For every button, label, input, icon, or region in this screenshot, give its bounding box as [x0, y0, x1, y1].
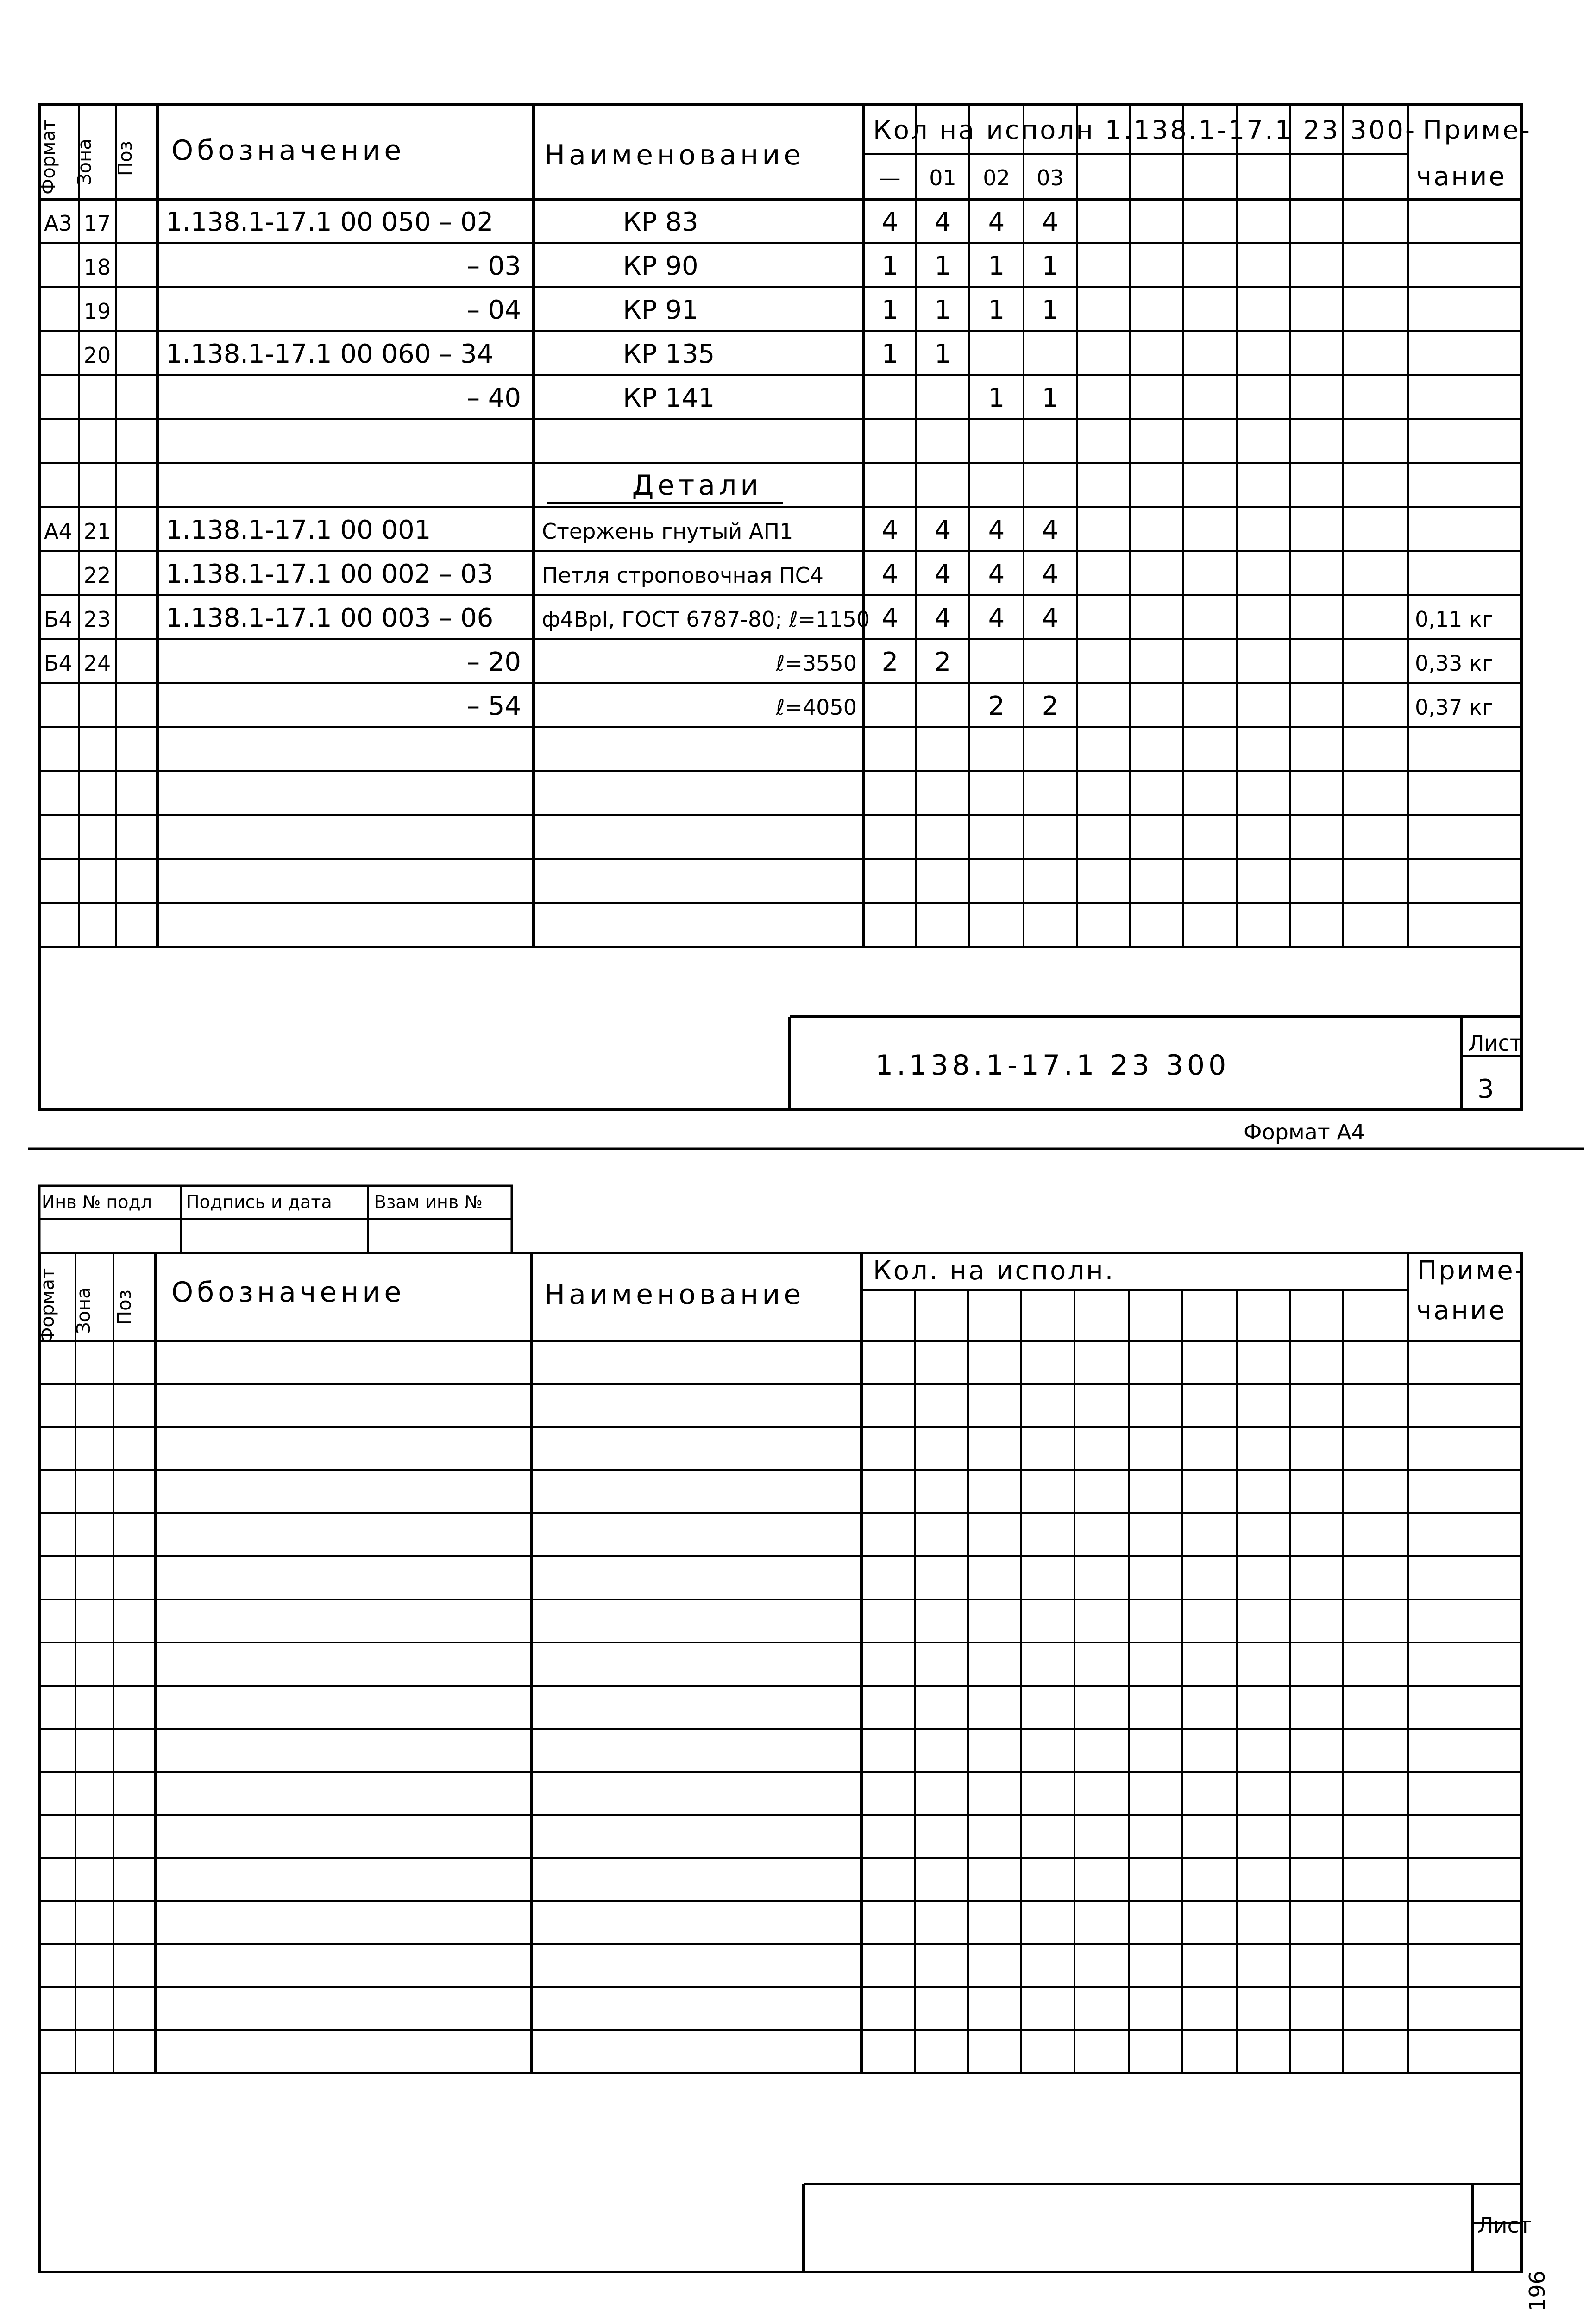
cell-name: Петля строповочная ПС4	[542, 563, 823, 588]
cell-format: А3	[44, 211, 72, 236]
page-number: 196	[1525, 2271, 1550, 2311]
cell-designation: 1.138.1-17.1 00 060 – 34	[166, 339, 494, 369]
section-title-details: Детали	[632, 469, 762, 502]
cell-format: Б4	[44, 651, 72, 676]
header-name: Наименование	[544, 139, 805, 171]
sheet-number: 3	[1477, 1074, 1496, 1104]
cell-qty: 4	[881, 515, 899, 545]
header-note-2: чание	[1416, 162, 1507, 192]
cell-qty: 4	[1042, 559, 1059, 589]
cell-name: ℓ=3550	[776, 651, 857, 676]
cell-pos: 21	[83, 519, 111, 544]
cell-qty: 1	[1042, 251, 1059, 281]
cell-qty: 4	[1042, 207, 1059, 237]
cell-qty: 4	[881, 603, 899, 633]
stamp-sign: Подпись и дата	[186, 1192, 332, 1212]
header-note-b2: чание	[1416, 1296, 1507, 1326]
cell-qty: 4	[934, 207, 951, 237]
header-pos-b: Поз	[114, 1290, 135, 1325]
cell-designation: – 20	[466, 647, 521, 677]
cell-designation: – 03	[466, 251, 521, 281]
header-note-b1: Приме-	[1417, 1256, 1526, 1286]
header-format: Формат	[38, 119, 59, 195]
cell-format: А4	[44, 519, 72, 544]
header-note-1: Приме-	[1423, 115, 1532, 145]
cell-name: КР 91	[623, 295, 698, 325]
cell-pos: 17	[83, 211, 111, 236]
stamp-inv: Инв № подл	[42, 1192, 152, 1212]
header-pos: Поз	[115, 141, 136, 176]
header-designation-b: Обозначение	[171, 1276, 405, 1309]
cell-qty: 2	[934, 647, 951, 677]
header-qty-b: Кол. на исполн.	[873, 1256, 1115, 1286]
stamp-repl: Взам инв №	[374, 1192, 483, 1212]
cell-qty: 1	[934, 339, 951, 369]
cell-qty: 1	[934, 251, 951, 281]
format-caption: Формат А4	[1244, 1120, 1365, 1145]
header-format-b: Формат	[37, 1268, 58, 1343]
cell-qty: 4	[988, 515, 1005, 545]
cell-designation: 1.138.1-17.1 00 002 – 03	[166, 559, 494, 589]
cell-qty: 2	[881, 647, 899, 677]
variant-headers	[880, 165, 1064, 190]
variant-header-1: 01	[929, 165, 956, 190]
cell-qty: 1	[934, 295, 951, 325]
cell-qty: 4	[934, 603, 951, 633]
cell-qty: 2	[988, 691, 1005, 721]
cell-qty: 4	[881, 207, 899, 237]
cell-name: КР 90	[623, 251, 698, 281]
cell-qty: 4	[934, 515, 951, 545]
cell-note: 0,37 кг	[1415, 695, 1493, 720]
cell-qty: 1	[881, 251, 899, 281]
cell-designation: 1.138.1-17.1 00 050 – 02	[166, 207, 494, 237]
cell-qty: 1	[1042, 295, 1059, 325]
cell-note: 0,33 кг	[1415, 651, 1493, 676]
header-designation: Обозначение	[171, 134, 405, 167]
sheet-label-top: Лист	[1468, 1031, 1522, 1056]
cell-name: КР 141	[623, 383, 715, 413]
cell-qty: 1	[1042, 383, 1059, 413]
cell-pos: 19	[83, 299, 111, 324]
header-name-b: Наименование	[544, 1278, 805, 1311]
cell-qty: 1	[988, 383, 1005, 413]
cell-qty: 1	[881, 295, 899, 325]
cell-qty: 1	[988, 251, 1005, 281]
frame-rect	[39, 1253, 1521, 2272]
cell-qty: 4	[934, 559, 951, 589]
cell-qty: 4	[1042, 515, 1059, 545]
grid-lines	[28, 104, 1584, 2272]
cell-format: Б4	[44, 607, 72, 632]
cell-designation: – 54	[466, 691, 521, 721]
cell-pos: 20	[83, 343, 111, 368]
variant-header-2: 02	[983, 165, 1010, 190]
doc-code: 1.138.1-17.1 23 300	[875, 1049, 1230, 1082]
cell-qty: 4	[881, 559, 899, 589]
cell-designation: 1.138.1-17.1 00 003 – 06	[166, 603, 494, 633]
cell-qty: 4	[988, 207, 1005, 237]
cell-qty: 4	[988, 559, 1005, 589]
header-zone: Зона	[74, 138, 95, 185]
cell-name: ф4ВрI, ГОСТ 6787-80; ℓ=1150	[542, 607, 870, 632]
cell-pos: 24	[83, 651, 111, 676]
variant-header-3: 03	[1037, 165, 1064, 190]
cell-designation: – 04	[466, 295, 521, 325]
cell-designation: 1.138.1-17.1 00 001	[166, 515, 431, 545]
cell-name: Стержень гнутый АП1	[542, 519, 793, 544]
cell-name: КР 135	[623, 339, 715, 369]
cell-pos: 22	[83, 563, 111, 588]
cell-pos: 18	[83, 255, 111, 280]
cell-qty: 2	[1042, 691, 1059, 721]
cell-qty: 1	[988, 295, 1005, 325]
cell-note: 0,11 кг	[1415, 607, 1493, 632]
cell-designation: – 40	[466, 383, 521, 413]
sheet-label-bottom: Лист	[1477, 2213, 1532, 2238]
header-zone-b: Зона	[73, 1287, 94, 1334]
cell-qty: 4	[1042, 603, 1059, 633]
header-qty: Кол на исполн 1.138.1-17.1 23 300-	[873, 115, 1417, 145]
cell-qty: 4	[988, 603, 1005, 633]
variant-header-0: —	[879, 165, 901, 190]
cell-pos: 23	[83, 607, 111, 632]
cell-qty: 1	[881, 339, 899, 369]
cell-name: КР 83	[623, 207, 698, 237]
cell-name: ℓ=4050	[776, 695, 857, 720]
